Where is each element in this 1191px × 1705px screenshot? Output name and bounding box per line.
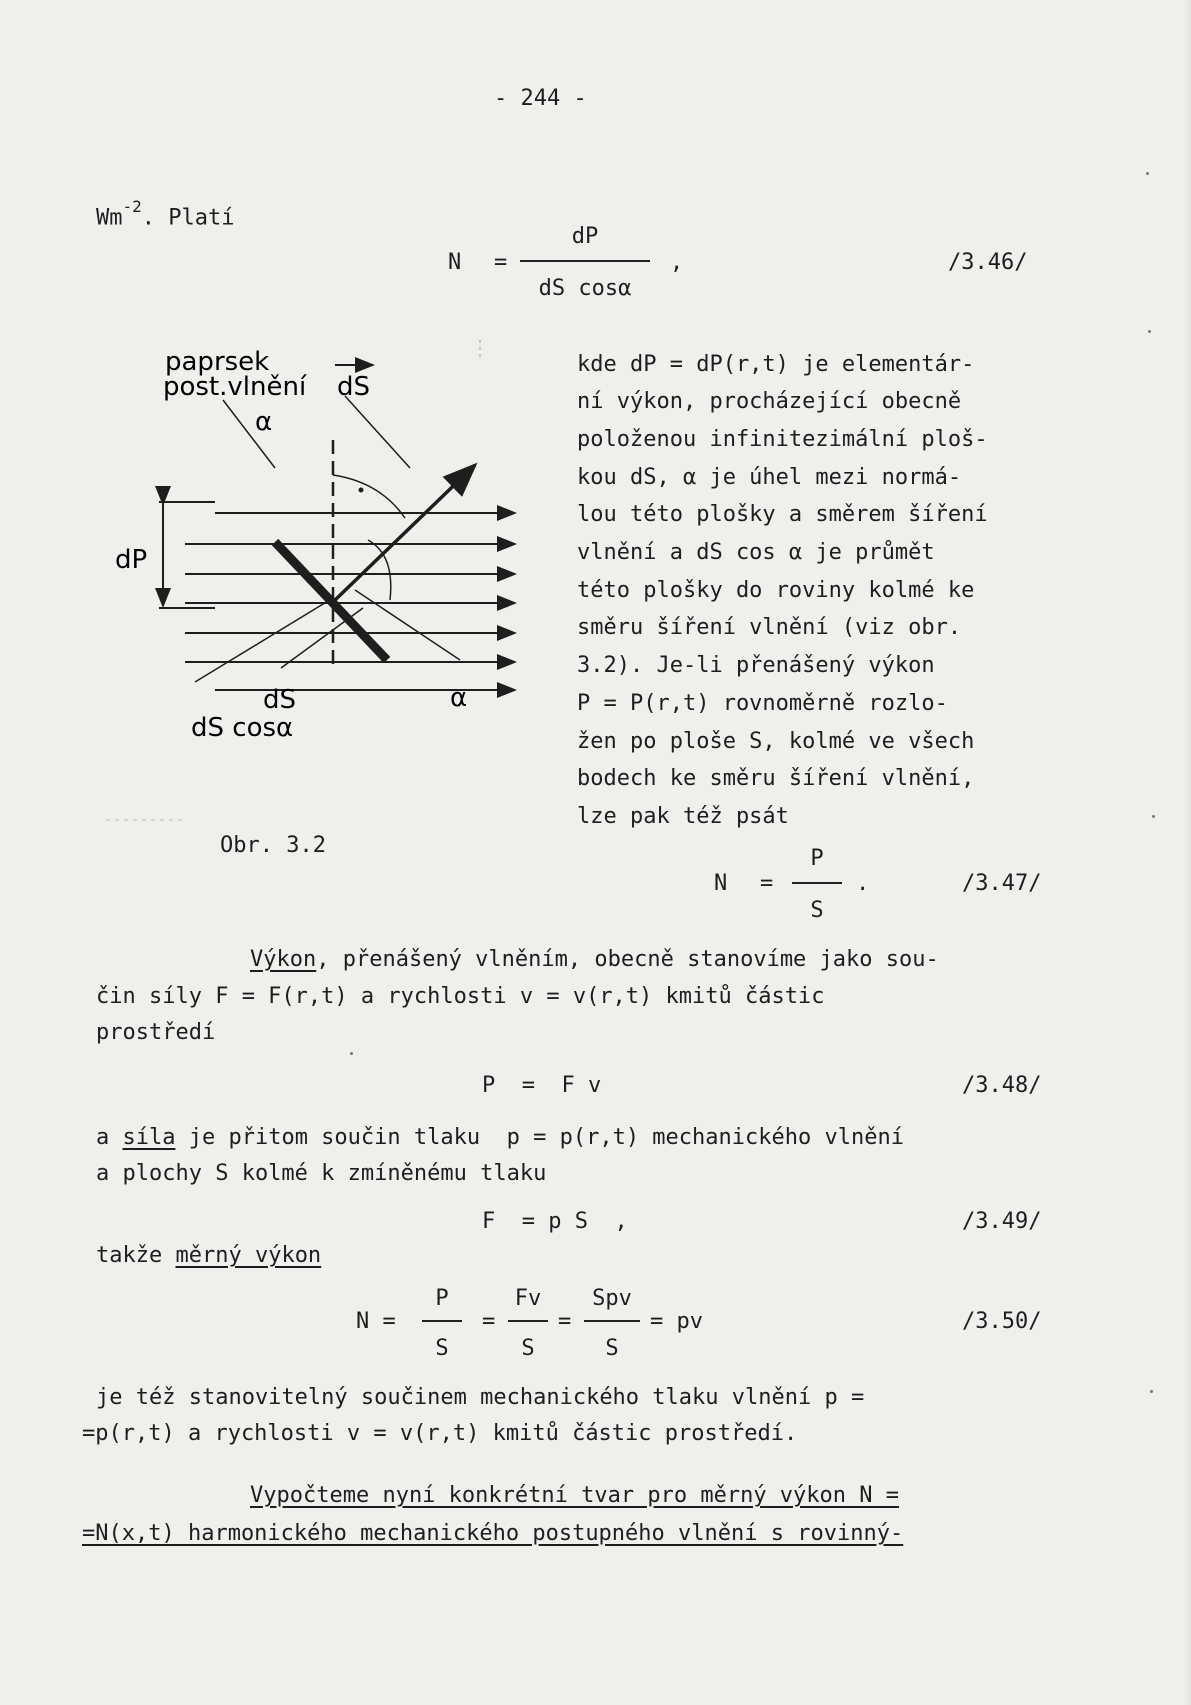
scan-speck: [350, 1052, 353, 1055]
vykon-line-1: [250, 949, 939, 971]
right-line: ní výkon, procházející obecně: [577, 389, 962, 414]
eq-3-50-f2-num: Fv: [514, 1286, 542, 1311]
figure-3-2: [105, 340, 545, 840]
right-line: 3.2). Je-li přenášený výkon: [577, 653, 935, 678]
label-alpha-top: α: [255, 407, 273, 437]
page-number: - 244 -: [494, 86, 587, 111]
eq-3-46-label: /3.46/: [948, 250, 1028, 275]
label-ray-2: post.vlnění: [163, 372, 307, 402]
eq-3-50-f1-num: P: [435, 1286, 449, 1311]
eq-3-46-numerator: dP: [571, 224, 599, 249]
scan-speck: [1146, 172, 1149, 175]
eq-3-46-punct: ,: [670, 250, 684, 275]
ray-lines: [185, 513, 515, 690]
right-line: lou této plošky a směrem šíření: [577, 502, 988, 527]
dP-bracket: [159, 502, 215, 608]
angle-dot-top: [359, 488, 364, 493]
intro-rest: . Platí: [141, 205, 235, 231]
right-edge-shadow: [1185, 0, 1191, 1705]
label-dScos: dS cosα: [191, 713, 294, 743]
label-dP: dP: [115, 545, 148, 575]
intro-exponent: -2: [122, 197, 142, 216]
eq-3-47-equals: =: [760, 871, 774, 896]
eq-3-50-eq1: =: [482, 1309, 496, 1334]
sila-line-1: [96, 1127, 904, 1149]
label-ray-1: paprsek: [165, 347, 270, 377]
scan-speck: [1150, 1390, 1153, 1393]
label-dS: dS: [263, 685, 297, 715]
sila-line-2: a plochy S kolmé k zmíněnému tlaku: [96, 1161, 547, 1186]
term-merny-vykon: měrný výkon: [175, 1243, 322, 1268]
eq-3-50-fraction-1: [422, 1284, 462, 1364]
eq-3-46-equals: =: [494, 250, 508, 275]
vykon-line-1-rest: , přenášený vlněním, obecně stanovíme jako sou-: [316, 947, 939, 972]
eq-3-50-tail: = pv: [650, 1309, 703, 1334]
sila-line-1-rest: je přitom součin tlaku p = p(r,t) mechanického vlnění: [175, 1125, 904, 1150]
scan-speck: [1152, 815, 1155, 818]
eq-3-48-label: /3.48/: [962, 1073, 1042, 1098]
label-alpha-bottom: α: [450, 683, 468, 713]
je-tez-line-1: je též stanovitelný součinem mechanického tlaku vlnění p =: [96, 1385, 865, 1410]
eq-3-50-f1-bar: [422, 1320, 462, 1322]
right-line: žen po ploše S, kolmé ve všech: [577, 729, 975, 754]
right-line: kde dP = dP(r,t) je elementár-: [577, 352, 975, 377]
eq-3-49: F = p S ,: [482, 1209, 628, 1234]
eq-3-47-lhs: N: [714, 871, 728, 896]
angle-arc-top: [333, 475, 405, 518]
eq-3-47-numerator: P: [810, 846, 824, 871]
right-line: P = P(r,t) rovnoměrně rozlo-: [577, 691, 948, 716]
right-line: směru šíření vlnění (viz obr.: [577, 615, 962, 640]
eq-3-46-fraction: [520, 222, 650, 302]
term-sila: síla: [122, 1125, 176, 1150]
je-tez-line-2: =p(r,t) a rychlosti v = v(r,t) kmitů částic prostředí.: [82, 1421, 798, 1446]
sila-pre: a: [96, 1125, 123, 1150]
scan-speck: [1148, 330, 1151, 333]
eq-3-48: P = F v: [482, 1073, 602, 1098]
eq-3-49-label: /3.49/: [962, 1209, 1042, 1234]
right-line: bodech ke směru šíření vlnění,: [577, 766, 975, 791]
final-line-1: Vypočteme nyní konkrétní tvar pro měrný výkon N =: [250, 1483, 900, 1508]
right-line: kou dS, α je úhel mezi normá-: [577, 465, 962, 490]
right-line: položenou infinitezimální ploš-: [577, 427, 988, 452]
merny-pre: takže: [96, 1243, 176, 1268]
eq-3-50-fraction-2: [508, 1284, 548, 1364]
eq-3-50-fraction-3: [584, 1284, 640, 1364]
eq-3-47-bar: [792, 882, 842, 884]
eq-3-46-lhs: N: [448, 250, 462, 275]
label-dS-vector: dS: [337, 372, 371, 402]
eq-3-50-f3-bar: [584, 1320, 640, 1322]
eq-3-47-label: /3.47/: [962, 871, 1042, 896]
right-line: vlnění a dS cos α je průmět: [577, 540, 935, 565]
eq-3-50-f2-bar: [508, 1320, 548, 1322]
right-line: této plošky do roviny kolmé ke: [577, 578, 975, 603]
eq-3-50-lhs: N =: [356, 1309, 396, 1334]
merny-line: [96, 1245, 321, 1267]
intro-line: [96, 197, 235, 231]
eq-3-50-f3-den: S: [605, 1336, 619, 1361]
intro-unit: Wm: [96, 205, 123, 231]
right-line: lze pak též psát: [577, 804, 789, 829]
eq-3-50-f1-den: S: [435, 1336, 449, 1361]
eq-3-47-fraction: [792, 844, 842, 924]
leader-lines: [195, 396, 460, 682]
eq-3-50-label: /3.50/: [962, 1309, 1042, 1334]
figure-caption: Obr. 3.2: [220, 833, 326, 858]
eq-3-50-f2-den: S: [521, 1336, 535, 1361]
eq-3-47-punct: .: [856, 871, 870, 896]
eq-3-46-denominator: dS cosα: [538, 276, 632, 301]
eq-3-50-f3-num: Spv: [592, 1286, 632, 1311]
term-vykon: Výkon: [250, 947, 317, 972]
vykon-line-3: prostředí: [96, 1020, 216, 1045]
normal-vector-arrow: [333, 465, 475, 602]
eq-3-50-eq2: =: [558, 1309, 572, 1334]
eq-3-46-bar: [520, 260, 650, 262]
final-line-2: =N(x,t) harmonického mechanického postupného vlnění s rovinný-: [82, 1521, 904, 1546]
eq-3-47-denominator: S: [810, 898, 824, 923]
vykon-line-2: čin síly F = F(r,t) a rychlosti v = v(r,t) kmitů částic: [96, 984, 825, 1009]
